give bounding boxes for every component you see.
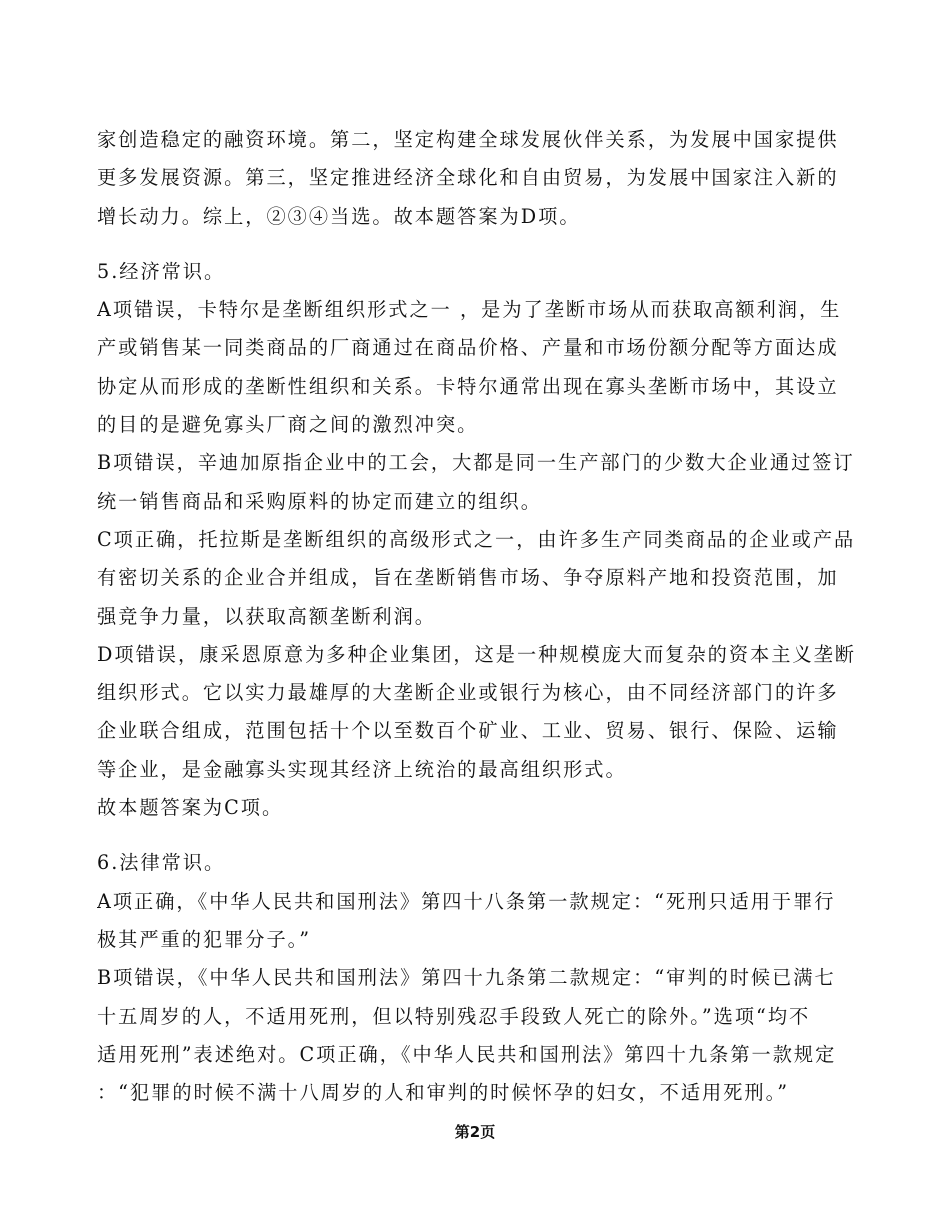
text-line: C项正确，托拉斯是垄断组织的高级形式之一，由许多生产同类商品的企业或产品 bbox=[97, 527, 856, 551]
text-line: 家创造稳定的融资环境。第二，坚定构建全球发展伙伴关系，为发展中国家提供 bbox=[97, 128, 839, 151]
text-line: ：“犯罪的时候不满十八周岁的人和审判的时候怀孕的妇女，不适用死刑。” bbox=[97, 1081, 790, 1105]
text-line: B项错误，《中华人民共和国刑法》第四十九条第二款规定：“审判的时候已满七 bbox=[97, 966, 836, 990]
text-line: 强竞争力量，以获取高额垄断利润。 bbox=[97, 604, 436, 628]
question-6-option-a bbox=[97, 883, 869, 960]
text-line: 等企业，是金融寡头实现其经济上统治的最高组织形式。 bbox=[97, 757, 627, 781]
text-line: 增长动力。综上，②③④当选。故本题答案为D项。 bbox=[97, 204, 581, 228]
text-line: A项正确，《中华人民共和国刑法》第四十八条第一款规定：“死刑只适用于罪行 bbox=[97, 889, 836, 913]
text-line: 协定从而形成的垄断性组织和关系。卡特尔通常出现在寡头垄断市场中，其设立 bbox=[97, 374, 839, 398]
question-5-heading: 5.经济常识。 bbox=[97, 259, 226, 283]
question-5-option-b bbox=[97, 444, 869, 521]
intro-paragraph bbox=[97, 121, 869, 236]
text-line: 产或销售某一同类商品的厂商通过在商品价格、产量和市场份额分配等方面达成 bbox=[97, 336, 839, 360]
text-line: 统一销售商品和采购原料的协定而建立的组织。 bbox=[97, 489, 542, 513]
question-6-section bbox=[97, 844, 869, 1112]
text-line: 极其严重的犯罪分子。” bbox=[97, 927, 312, 951]
question-5-option-c bbox=[97, 521, 869, 636]
question-5-section bbox=[97, 253, 869, 827]
text-line: B项错误，辛迪加原指企业中的工会，大都是同一生产部门的少数大企业通过签订 bbox=[97, 451, 855, 475]
text-line: 十五周岁的人，不适用死刑，但以特别残忍手段致人死亡的除外。”选项“均不 bbox=[97, 1004, 811, 1028]
page-content bbox=[97, 121, 869, 1112]
text-line: 组织形式。它以实力最雄厚的大垄断企业或银行为核心，由不同经济部门的许多 bbox=[97, 681, 839, 705]
text-line: 企业联合组成，范围包括十个以至数百个矿业、工业、贸易、银行、保险、运输 bbox=[97, 719, 839, 743]
text-line: 更多发展资源。第三，坚定推进经济全球化和自由贸易，为发展中国家注入新的 bbox=[97, 166, 839, 190]
paragraph-gap bbox=[97, 827, 869, 844]
text-line: D项错误，康采恩原意为多种企业集团，这是一种规模庞大而复杂的资本主义垄断 bbox=[97, 642, 856, 666]
question-6-heading: 6.法律常识。 bbox=[97, 851, 226, 875]
question-5-answer: 故本题答案为C项。 bbox=[97, 796, 284, 820]
page-number: 第2页 bbox=[454, 1123, 496, 1141]
text-line: A项错误，卡特尔是垄断组织形式之一 ，是为了垄断市场从而获取高额利润，生 bbox=[97, 298, 842, 322]
question-5-option-d bbox=[97, 636, 869, 789]
text-line: 的目的是避免寡头厂商之间的激烈冲突。 bbox=[97, 413, 479, 437]
question-5-option-a bbox=[97, 291, 869, 444]
text-line: 有密切关系的企业合并组成，旨在垄断销售市场、争夺原料产地和投资范围，加 bbox=[97, 566, 839, 590]
paragraph-gap bbox=[97, 236, 869, 253]
text-line: 适用死刑”表述绝对。C项正确，《中华人民共和国刑法》第四十九条第一款规定 bbox=[97, 1042, 837, 1066]
question-6-option-bc bbox=[97, 959, 869, 1112]
